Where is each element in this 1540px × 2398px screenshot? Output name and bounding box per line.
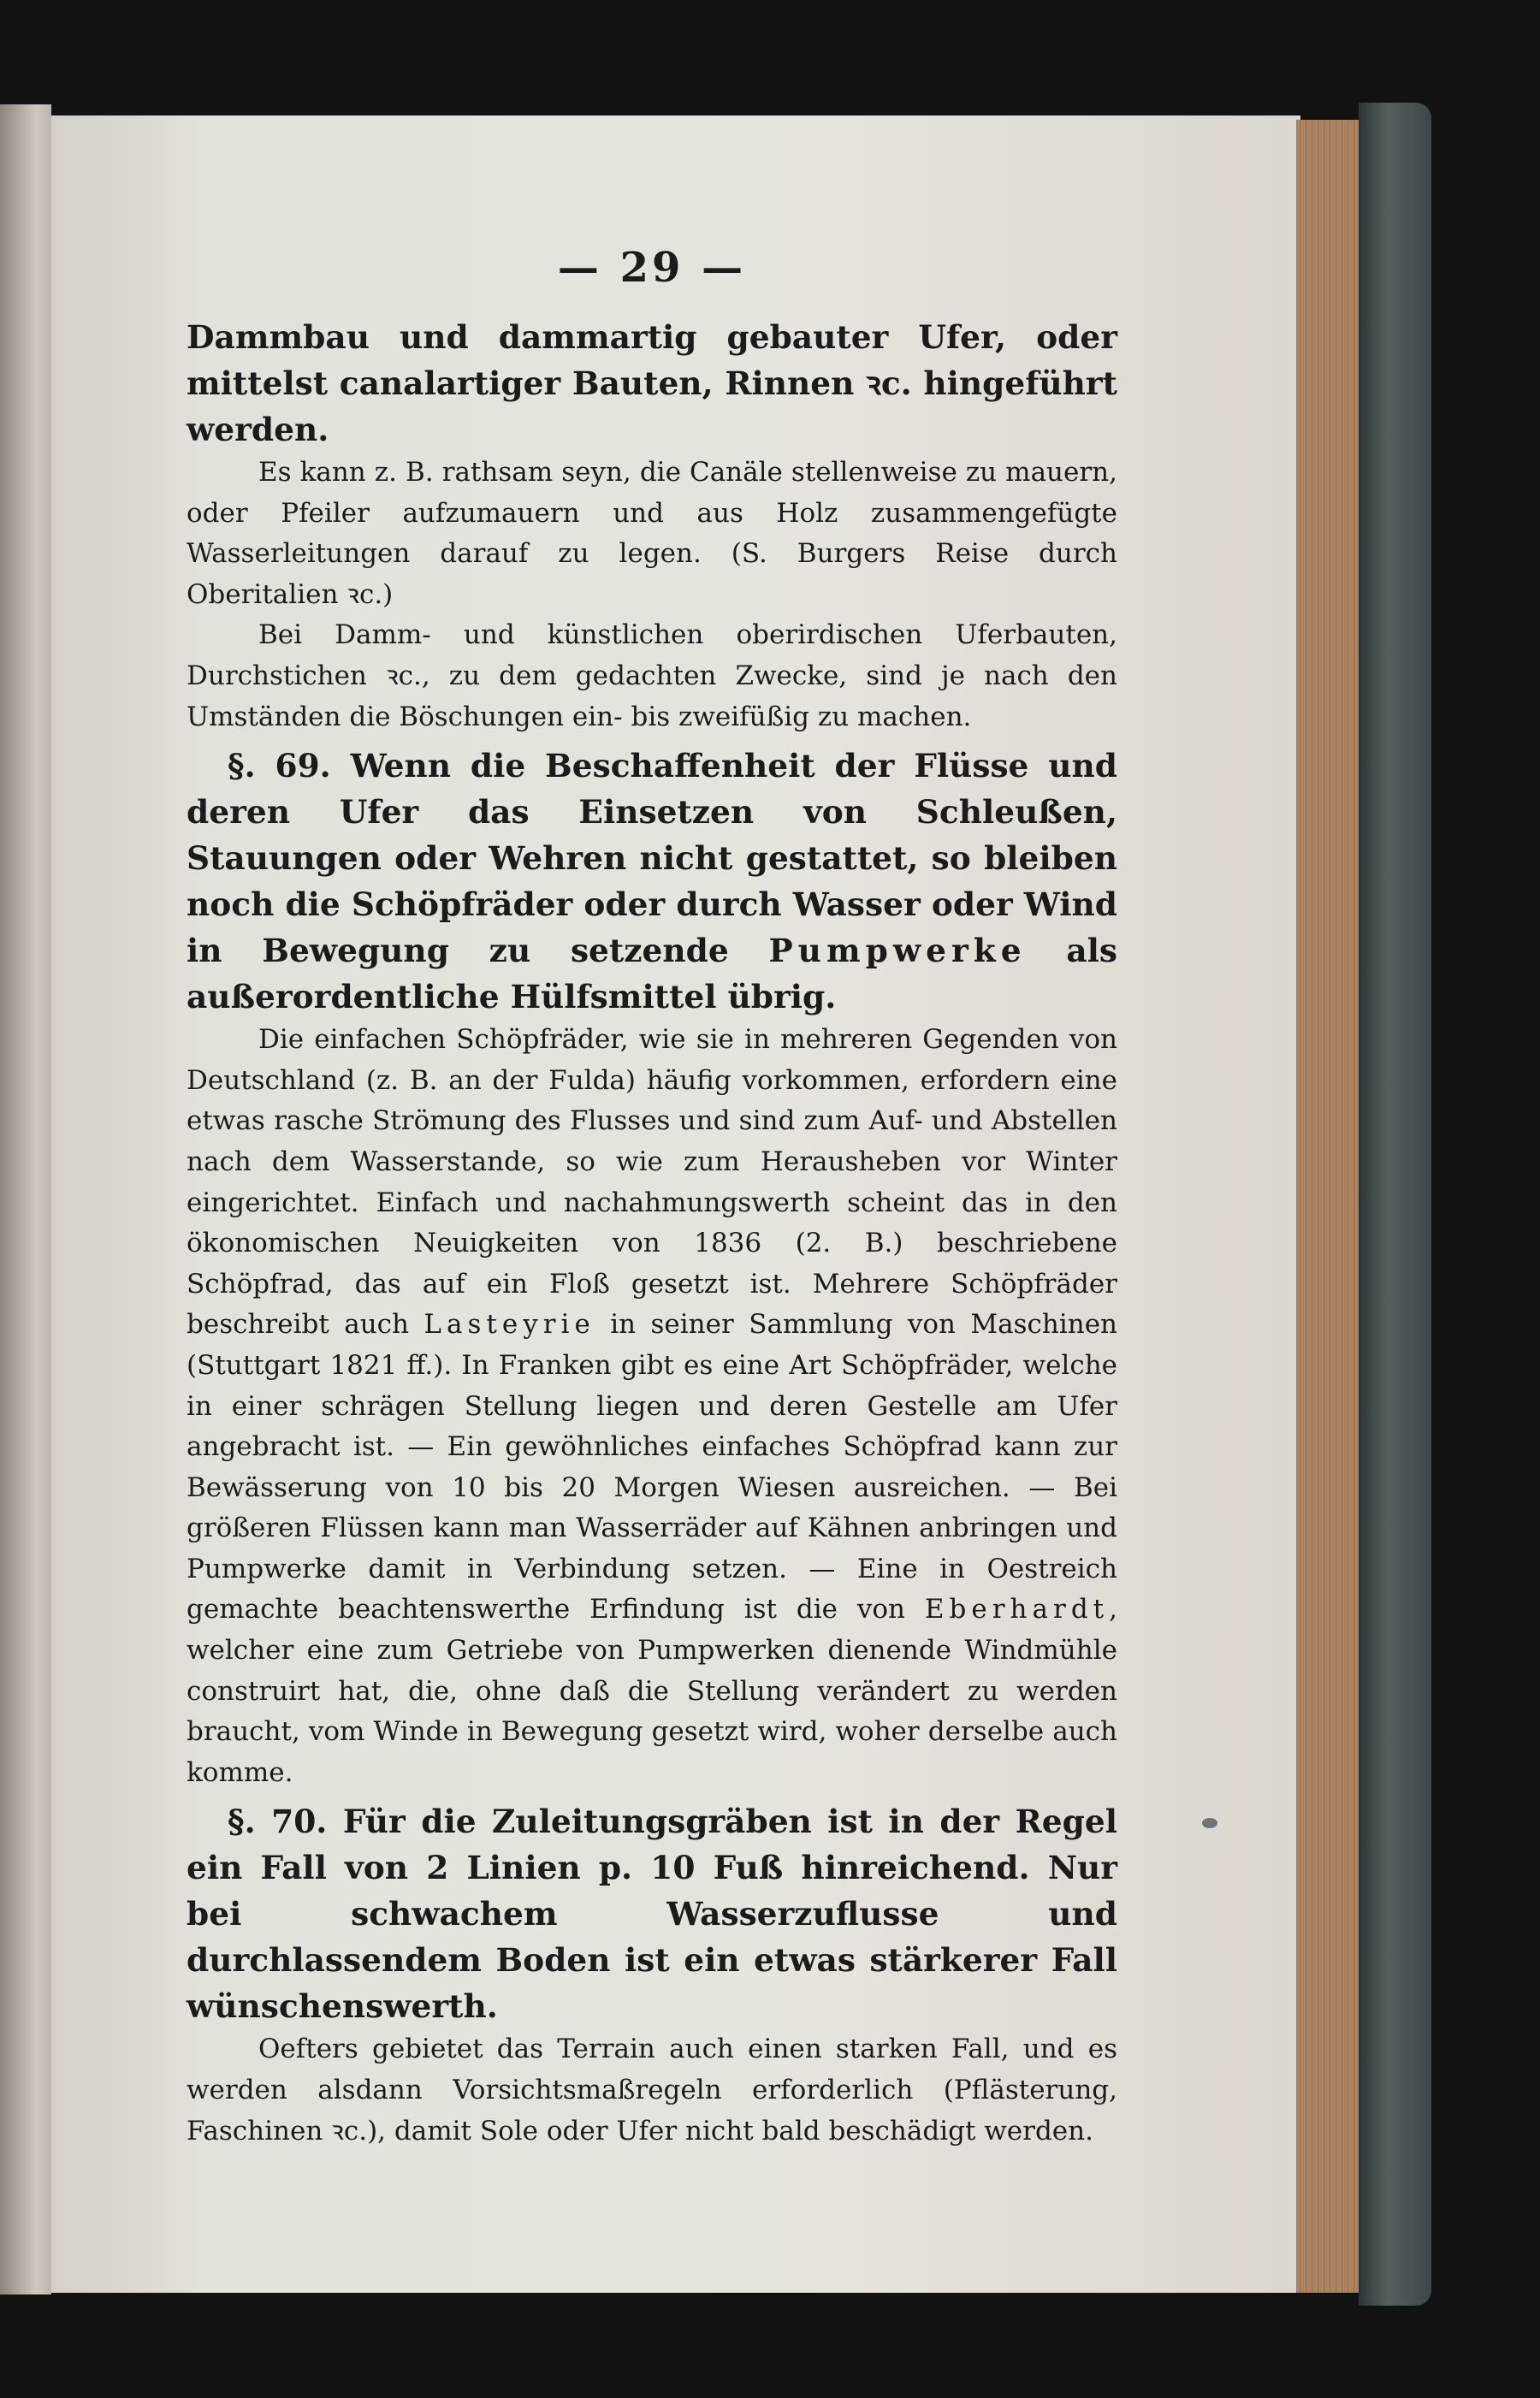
section-69-text: Wenn die Beschaffenheit der Flüsse und deren Ufer das Einsetzen von Schleußen, Stauungen oder Wehren nicht gestattet, so bleiben noch die Schöpfräder oder durch Wasser oder Wind in Bewegung zu setzende bbox=[187, 747, 1117, 970]
paragraph-continuation: Dammbau und dammartig gebauter Ufer, oder mittelst canalartiger Bauten, Rinnen ꝛc. hingeführt werden. bbox=[187, 318, 1117, 448]
page-number: — 29 — bbox=[557, 244, 747, 292]
section-70-label: §. 70. bbox=[228, 1803, 328, 1841]
name-eberhardt: Eberhardt bbox=[924, 1594, 1110, 1625]
section-70 bbox=[187, 1798, 1117, 2029]
cover-blemish bbox=[1202, 1818, 1217, 1828]
paragraph-terrain: Oefters gebietet das Terrain auch einen starken Fall, und es werden alsdann Vorsichtsmaßregeln erforderlich (Pflästerung, Faschinen ꝛc.), damit Sole oder Ufer nicht bald beschädigt werden. bbox=[187, 2034, 1117, 2146]
name-lasteyrie: Lasteyrie bbox=[424, 1309, 595, 1341]
schoepfraeder-text-2: in seiner Sammlung von Maschinen (Stuttgart 1821 ff.). In Franken gibt es eine Art Schöpfräder, welche in einer schrägen Stellung liegen und deren Gestelle am Ufer angebracht ist. — Ein gewöhnliches einfaches Schöpfrad kann zur Bewässerung von 10 bis 20 Morgen Wiesen ausreichen. — Bei größeren Flüssen kann man Wasserräder auf Kähnen anbringen und Pumpwerke damit in Verbindung setzen. — Eine in Oestreich gemachte beachtenswerthe Erfindung ist die von bbox=[187, 1309, 1118, 1625]
paragraph-embankments: Bei Damm- und künstlichen oberirdischen Uferbauten, Durchstichen ꝛc., zu dem gedachten Zwecke, sind je nach den Umständen die Böschungen ein- bis zweifüßig zu machen. bbox=[187, 619, 1117, 732]
section-69 bbox=[187, 743, 1117, 1020]
schoepfraeder-text-3: , welcher eine zum Getriebe von Pumpwerken dienende Windmühle construirt hat, die, ohne daß die Stellung verändert zu werden braucht, vom Winde in Bewegung gesetzt wird, woher derselbe auch komme. bbox=[187, 1594, 1117, 1788]
section-70-text: Für die Zuleitungsgräben ist in der Regel ein Fall von 2 Linien p. 10 Fuß hinreichend. Nur bei schwachem Wasserzuflusse und durchlassendem Boden ist ein etwas stärkerer Fall wünschenswerth. bbox=[187, 1803, 1117, 2026]
left-page-edge bbox=[0, 104, 51, 2294]
section-69-text-end: als außerordentliche Hülfsmittel übrig. bbox=[187, 932, 1117, 1016]
page-edges bbox=[1296, 120, 1360, 2293]
book-cover bbox=[1359, 103, 1431, 2306]
paragraph-schoepfraeder bbox=[187, 1020, 1117, 1793]
schoepfraeder-text-1: Die einfachen Schöpfräder, wie sie in mehreren Gegenden von Deutschland (z. B. an der Fulda) häufig vorkommen, erfordern eine etwas rasche Strömung des Flusses und sind zum Auf- und Abstellen nach dem Wasserstande, so wie zum Herausheben vor Winter eingerichtet. Einfach und nachahmungswerth scheint das in den ökonomischen Neuigkeiten von 1836 (2. B.) beschriebene Schöpfrad, das auf ein Floß gesetzt ist. Mehrere Schöpfräder beschreibt auch bbox=[187, 1024, 1117, 1341]
paragraph-canals: Es kann z. B. rathsam seyn, die Canäle stellenweise zu mauern, oder Pfeiler aufzumauern und aus Holz zusammengefügte Wasserleitungen darauf zu legen. (S. Burgers Reise durch Oberitalien ꝛc.) bbox=[187, 457, 1117, 610]
text-block bbox=[187, 244, 1117, 2152]
term-pumpwerke: Pumpwerke bbox=[768, 932, 1027, 970]
section-69-label: §. 69. bbox=[228, 747, 331, 785]
